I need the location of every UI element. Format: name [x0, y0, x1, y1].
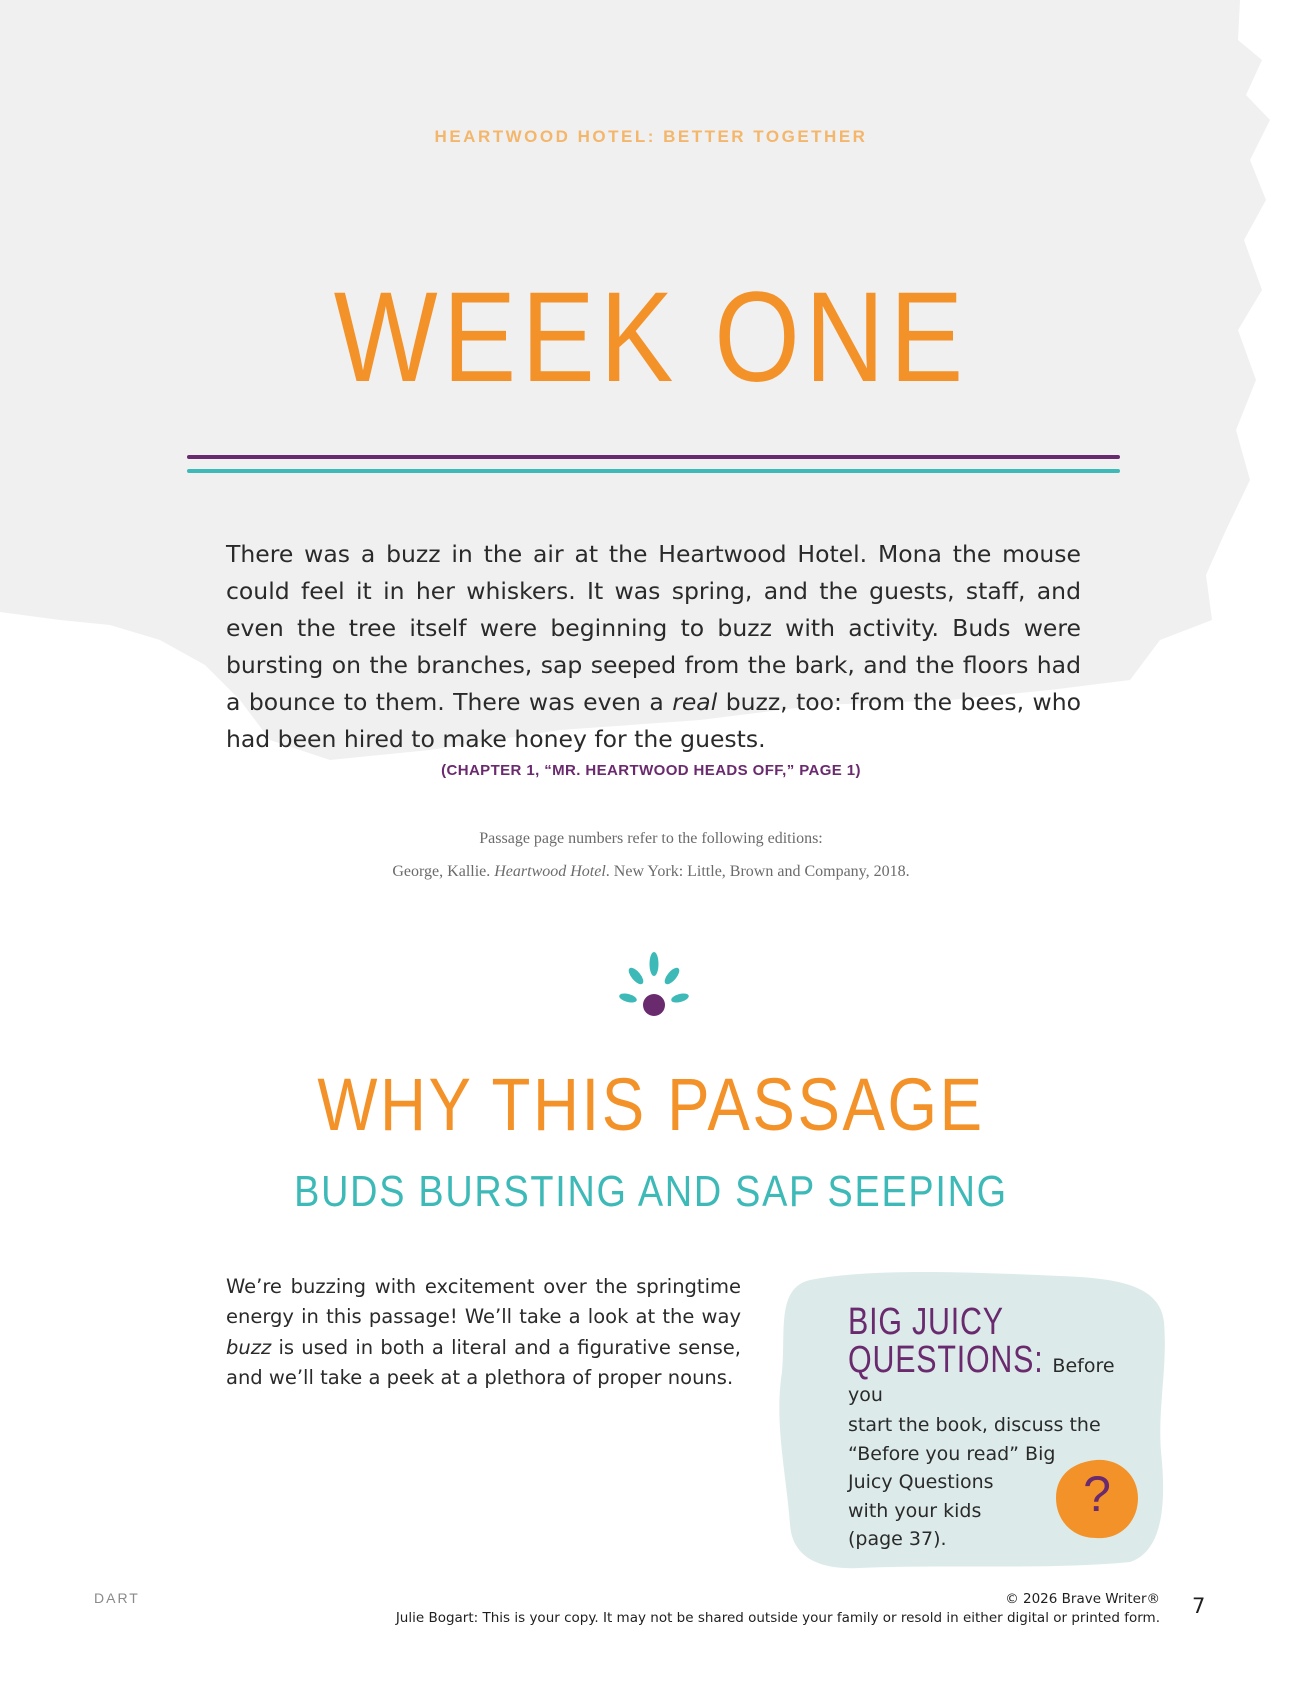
question-mark-glyph: ?	[1083, 1466, 1111, 1522]
passage-citation: (CHAPTER 1, “MR. HEARTWOOD HEADS OFF,” PAGE 1)	[441, 762, 861, 779]
divider-purple	[187, 455, 1120, 459]
week-title: WEEK ONE	[333, 266, 969, 409]
passage-emphasis: real	[672, 687, 718, 716]
big-juicy-questions-line: with your kids	[848, 1499, 982, 1522]
big-juicy-questions-title-line1: BIG JUICY	[848, 1301, 1004, 1343]
copyright-line: © 2026 Brave Writer®	[1005, 1591, 1160, 1607]
edition-note	[0, 822, 1302, 888]
sprout-ornament-icon	[614, 950, 694, 1030]
why-this-passage-subtitle: BUDS BURSTING AND SAP SEEPING	[294, 1167, 1008, 1216]
big-juicy-questions-line: Juicy Questions	[848, 1471, 994, 1493]
footer-left-label: DART	[94, 1590, 140, 1606]
why-emphasis: buzz	[226, 1335, 272, 1359]
edition-note-line1: Passage page numbers refer to the following editions:	[479, 830, 823, 847]
big-juicy-questions-text-first: Before you	[848, 1355, 1115, 1406]
divider-teal	[187, 469, 1120, 473]
why-this-passage-title: WHY THIS PASSAGE	[317, 1063, 985, 1146]
big-juicy-questions-title-line2: QUESTIONS:	[848, 1339, 1044, 1381]
big-juicy-questions-title-row	[848, 1341, 1128, 1409]
big-juicy-questions-line: “Before you read” Big	[848, 1442, 1056, 1465]
question-mark-icon	[1052, 1456, 1142, 1542]
edition-note-reference: George, Kallie. Heartwood Hotel. New York: Little, Brown and Company, 2018.	[392, 863, 910, 880]
why-this-passage-text: We’re buzzing with excitement over the springtime energy in this passage! We’ll take a look at the way buzz is used in both a literal and a figurative sense, and we’ll take a peek at a plethora of proper nouns.	[226, 1274, 741, 1389]
footer-copyright	[260, 1590, 1160, 1628]
license-line: Julie Bogart: This is your copy. It may not be shared outside your family or resold in either digital or printed form.	[395, 1610, 1160, 1626]
book-title: Heartwood Hotel	[494, 863, 606, 880]
passage-text: There was a buzz in the air at the Heartwood Hotel. Mona the mouse could feel it in her whiskers. It was spring, and the guests, staff, and even the tree itself were beginning to buzz with activity. Buds were bursting on the branches, sap seeped from the bark, and the floors had a bounce to them. There was even a real buzz, too: from the bees, who had been hired to make honey for the guests.	[226, 539, 1082, 753]
big-juicy-questions-line: (page 37).	[848, 1528, 947, 1550]
big-juicy-questions-line: start the book, discuss the	[848, 1414, 1101, 1436]
page-number: 7	[1192, 1594, 1206, 1618]
running-title: HEARTWOOD HOTEL: BETTER TOGETHER	[434, 127, 868, 146]
